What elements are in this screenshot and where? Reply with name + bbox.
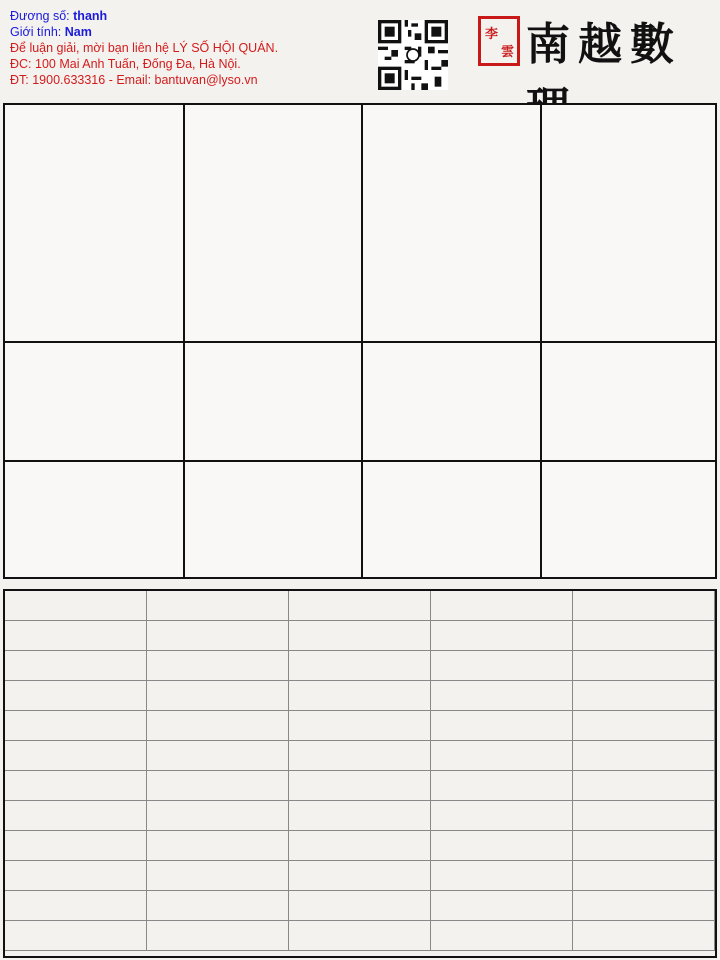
annual-cell [147, 591, 289, 621]
gender-value: Nam [64, 25, 92, 39]
annual-cell [431, 861, 573, 891]
annual-cell [289, 621, 431, 651]
annual-cell [573, 921, 715, 951]
annual-cell [289, 651, 431, 681]
pillars-grid [3, 103, 717, 579]
annual-cell [431, 741, 573, 771]
annual-cell [573, 891, 715, 921]
annual-cell [289, 831, 431, 861]
annual-cell [5, 741, 147, 771]
annual-cell [5, 621, 147, 651]
annual-cell [431, 651, 573, 681]
annual-cell [5, 831, 147, 861]
annual-cell [5, 771, 147, 801]
annual-cell [147, 831, 289, 861]
dai-van-cell [362, 343, 540, 460]
annual-cell [431, 591, 573, 621]
annual-cell [147, 801, 289, 831]
annual-cell [431, 711, 573, 741]
subject-value: thanh [73, 9, 108, 23]
annual-cell [5, 681, 147, 711]
annual-cell [573, 771, 715, 801]
address-line: ĐC: 100 Mai Anh Tuấn, Đống Đa, Hà Nội. [10, 57, 241, 71]
subject-line [10, 8, 340, 24]
annual-cell [573, 831, 715, 861]
annual-cell [573, 681, 715, 711]
annual-cell [147, 651, 289, 681]
annual-cell [431, 921, 573, 951]
gender-line [10, 24, 340, 40]
dai-van-cell [5, 462, 183, 579]
annual-cell [289, 591, 431, 621]
annual-cell [289, 771, 431, 801]
annual-cell [289, 861, 431, 891]
contact-line: Để luận giải, mời bạn liên hệ LÝ SỐ HỘI QUÁN. [10, 41, 279, 55]
annual-cell [289, 741, 431, 771]
annual-cell [573, 591, 715, 621]
annual-cell [573, 741, 715, 771]
qr-code-icon [378, 20, 448, 90]
annual-cell [431, 771, 573, 801]
annual-cell [5, 711, 147, 741]
header-info [10, 8, 340, 88]
dai-van-cell [5, 343, 183, 460]
gender-label: Giới tính: [10, 25, 62, 39]
annual-cell [5, 891, 147, 921]
dai-van-cell [541, 462, 719, 579]
annual-cell [431, 621, 573, 651]
annual-cell [573, 801, 715, 831]
annual-cell [5, 651, 147, 681]
annual-cell [147, 621, 289, 651]
logo-text: 南越數 [526, 19, 682, 70]
annual-cell [289, 891, 431, 921]
annual-cell [573, 621, 715, 651]
dai-van-cell [362, 462, 540, 579]
pillar-cell [5, 105, 183, 341]
annual-cell [5, 921, 147, 951]
annual-cell [289, 681, 431, 711]
pillar-cell [362, 105, 540, 341]
annual-cell [289, 921, 431, 951]
annual-cell [147, 711, 289, 741]
annual-cell [5, 591, 147, 621]
subject-label: Đương số: [10, 9, 70, 23]
dai-van-cell [541, 343, 719, 460]
annual-cell [431, 831, 573, 861]
annual-cell [5, 861, 147, 891]
brand-logo [478, 8, 714, 78]
annual-cell [573, 711, 715, 741]
dai-van-cell [184, 462, 362, 579]
dai-van-cell [184, 343, 362, 460]
annual-cell [147, 741, 289, 771]
annual-cell [147, 771, 289, 801]
pillar-cell [541, 105, 719, 341]
annual-cell [431, 891, 573, 921]
annual-luck-table [3, 589, 717, 958]
annual-cell [5, 801, 147, 831]
annual-cell [147, 681, 289, 711]
annual-cell [289, 801, 431, 831]
annual-cell [147, 921, 289, 951]
annual-cell [573, 861, 715, 891]
phone-email-line: ĐT: 1900.633316 - Email: bantuvan@lyso.vn [10, 73, 258, 87]
annual-cell [573, 651, 715, 681]
annual-cell [147, 861, 289, 891]
annual-cell [147, 891, 289, 921]
annual-cell [431, 681, 573, 711]
annual-cell [289, 711, 431, 741]
annual-cell [431, 801, 573, 831]
pillar-cell [184, 105, 362, 341]
red-seal-stamp: 李 雲 [478, 16, 520, 66]
